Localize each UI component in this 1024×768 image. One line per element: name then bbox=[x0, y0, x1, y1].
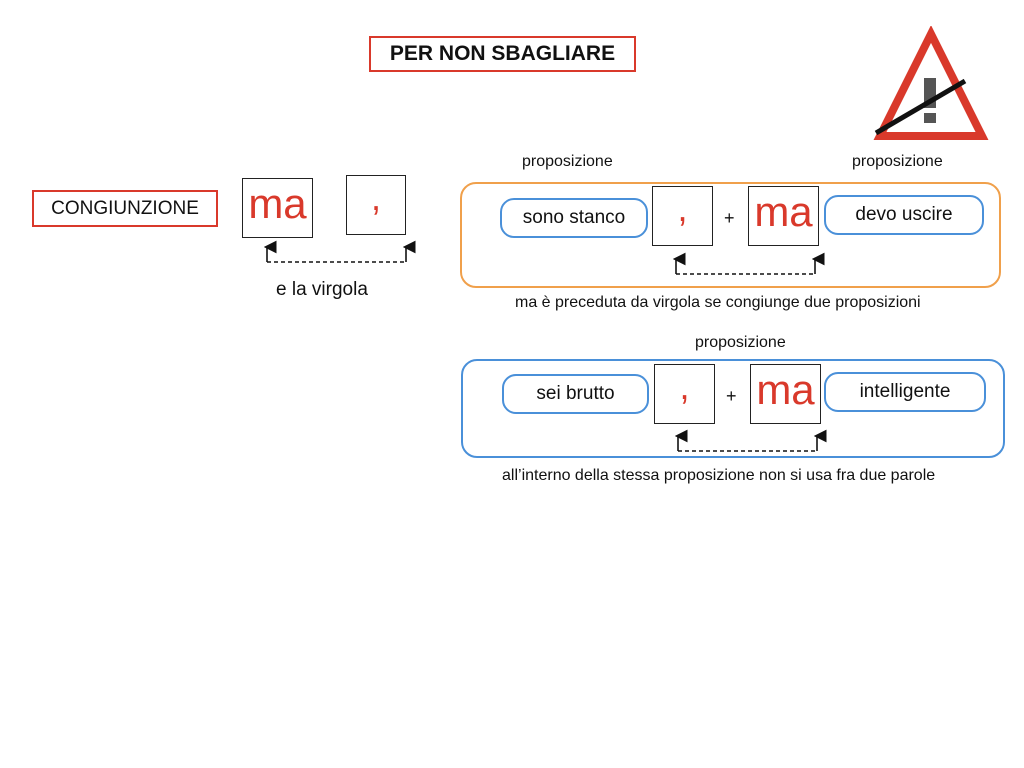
ex1-clause1-text: sono stanco bbox=[522, 207, 626, 228]
comma-mark: , bbox=[370, 177, 381, 218]
ex2-word1-text: sei brutto bbox=[536, 383, 615, 404]
ex1-connector bbox=[676, 259, 815, 274]
ex2-comma-mark: , bbox=[679, 366, 690, 407]
conjunction-label: CONGIUNZIONE bbox=[32, 190, 218, 227]
ex1-clause2-text: devo uscire bbox=[855, 204, 953, 225]
ex1-left-heading: proposizione bbox=[522, 153, 613, 170]
page-title: PER NON SBAGLIARE bbox=[369, 36, 636, 72]
ex1-right-heading: proposizione bbox=[852, 153, 943, 170]
ex2-plus: + bbox=[726, 386, 737, 406]
ex1-plus: + bbox=[724, 208, 735, 228]
ex1-caption: ma è preceduta da virgola se congiunge due proposizioni bbox=[515, 294, 921, 311]
ex1-ma-word: ma bbox=[754, 188, 813, 235]
ex2-caption: all’interno della stessa proposizione non si usa fra due parole bbox=[502, 467, 936, 484]
ex2-ma-word: ma bbox=[756, 366, 815, 413]
ma-word: ma bbox=[248, 180, 307, 227]
ex1-comma-mark: , bbox=[677, 188, 688, 229]
left-connector bbox=[267, 247, 406, 262]
ex2-heading: proposizione bbox=[695, 334, 786, 351]
ex2-connector bbox=[678, 436, 817, 451]
ex2-word2-text: intelligente bbox=[859, 381, 951, 402]
left-caption: e la virgola bbox=[276, 279, 368, 300]
